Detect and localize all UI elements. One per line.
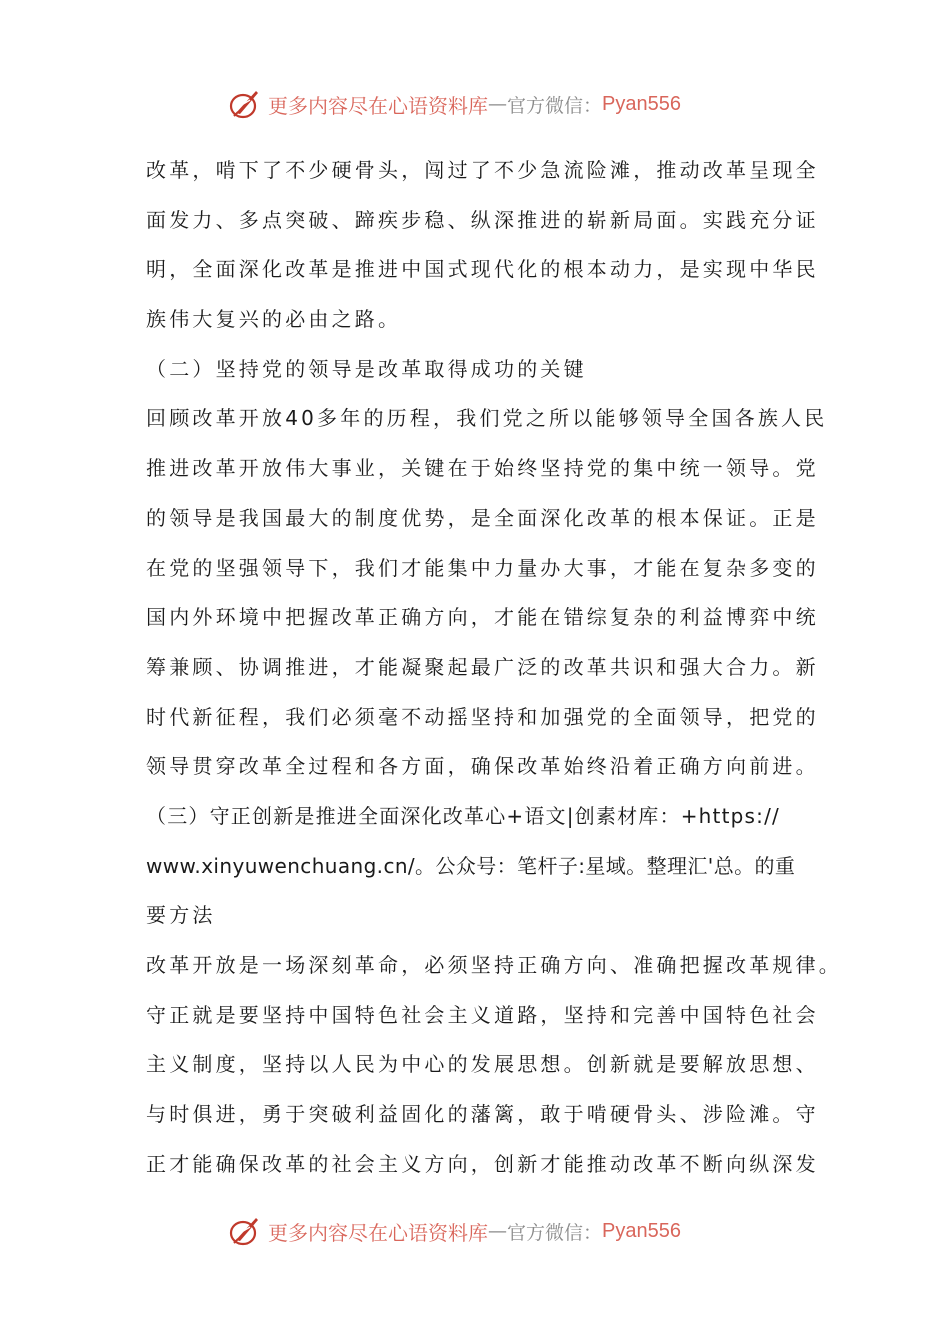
text-line: 在党的坚强领导下，我们才能集中力量办大事，才能在复杂多变的: [146, 555, 819, 580]
text-line: 与时俱进，勇于突破利益固化的藩篱，敢于啃硬骨头、涉险滩。守: [146, 1102, 819, 1127]
text-line: 明，全面深化改革是推进中国式现代化的根本动力，是实现中华民: [146, 257, 819, 282]
text-line: 国内外环境中把握改革正确方向，才能在错综复杂的利益博弈中统: [146, 605, 819, 630]
text-line: 领导贯穿改革全过程和各方面，确保改革始终沿着正确方向前进。: [146, 754, 819, 779]
quill-logo-icon: [228, 87, 262, 121]
text-line: 改革，啃下了不少硬骨头，闯过了不少急流险滩，推动改革呈现全: [146, 158, 819, 182]
banner-main-text: 更多内容尽在心语资料库: [268, 93, 488, 118]
banner-dash: —: [488, 1220, 507, 1242]
text-line: www.xinyuwenchuang.cn/。公众号：笔杆子:星域。整理汇'总。的重: [146, 853, 796, 878]
section-heading: （二）坚持党的领导是改革取得成功的关键: [146, 356, 587, 381]
section-heading: （三）守正创新是推进全面深化改革心+语文|创素材库：+https://: [146, 803, 780, 828]
text-line: 回顾改革开放40多年的历程，我们党之所以能够领导全国各族人民: [146, 406, 828, 431]
header-banner: [228, 84, 748, 124]
text-line: 正才能确保改革的社会主义方向，创新才能推动改革不断向纵深发: [146, 1151, 819, 1176]
text-line: 推进改革开放伟大事业，关键在于始终坚持党的集中统一领导。党: [146, 456, 819, 481]
text-line: 时代新征程，我们必须毫不动摇坚持和加强党的全面领导，把党的: [146, 704, 819, 729]
banner-sub-text: 官方微信：: [507, 94, 603, 117]
text-line: 主义制度，坚持以人民为中心的发展思想。创新就是要解放思想、: [146, 1052, 819, 1077]
banner-wechat-id: Pyan556: [602, 1219, 681, 1242]
text-line: 守正就是要坚持中国特色社会主义道路，坚持和完善中国特色社会: [146, 1002, 819, 1027]
banner-sub-text: 官方微信：: [507, 1221, 603, 1244]
text-line: 面发力、多点突破、蹄疾步稳、纵深推进的崭新局面。实践充分证: [146, 207, 819, 232]
text-line: 筹兼顾、协调推进，才能凝聚起最广泛的改革共识和强大合力。新: [146, 654, 819, 679]
text-line: 族伟大复兴的必由之路。: [146, 307, 402, 332]
text-line: 的领导是我国最大的制度优势，是全面深化改革的根本保证。正是: [146, 505, 819, 530]
text-line: 要方法: [146, 903, 216, 928]
banner-dash: —: [488, 93, 507, 115]
quill-logo-icon: [228, 1214, 262, 1248]
banner-wechat-id: Pyan556: [602, 92, 681, 115]
banner-main-text: 更多内容尽在心语资料库: [268, 1220, 488, 1245]
footer-banner: [228, 1211, 748, 1251]
document-body: [146, 146, 842, 1189]
text-line: 改革开放是一场深刻革命，必须坚持正确方向、准确把握改革规律。: [146, 953, 842, 977]
